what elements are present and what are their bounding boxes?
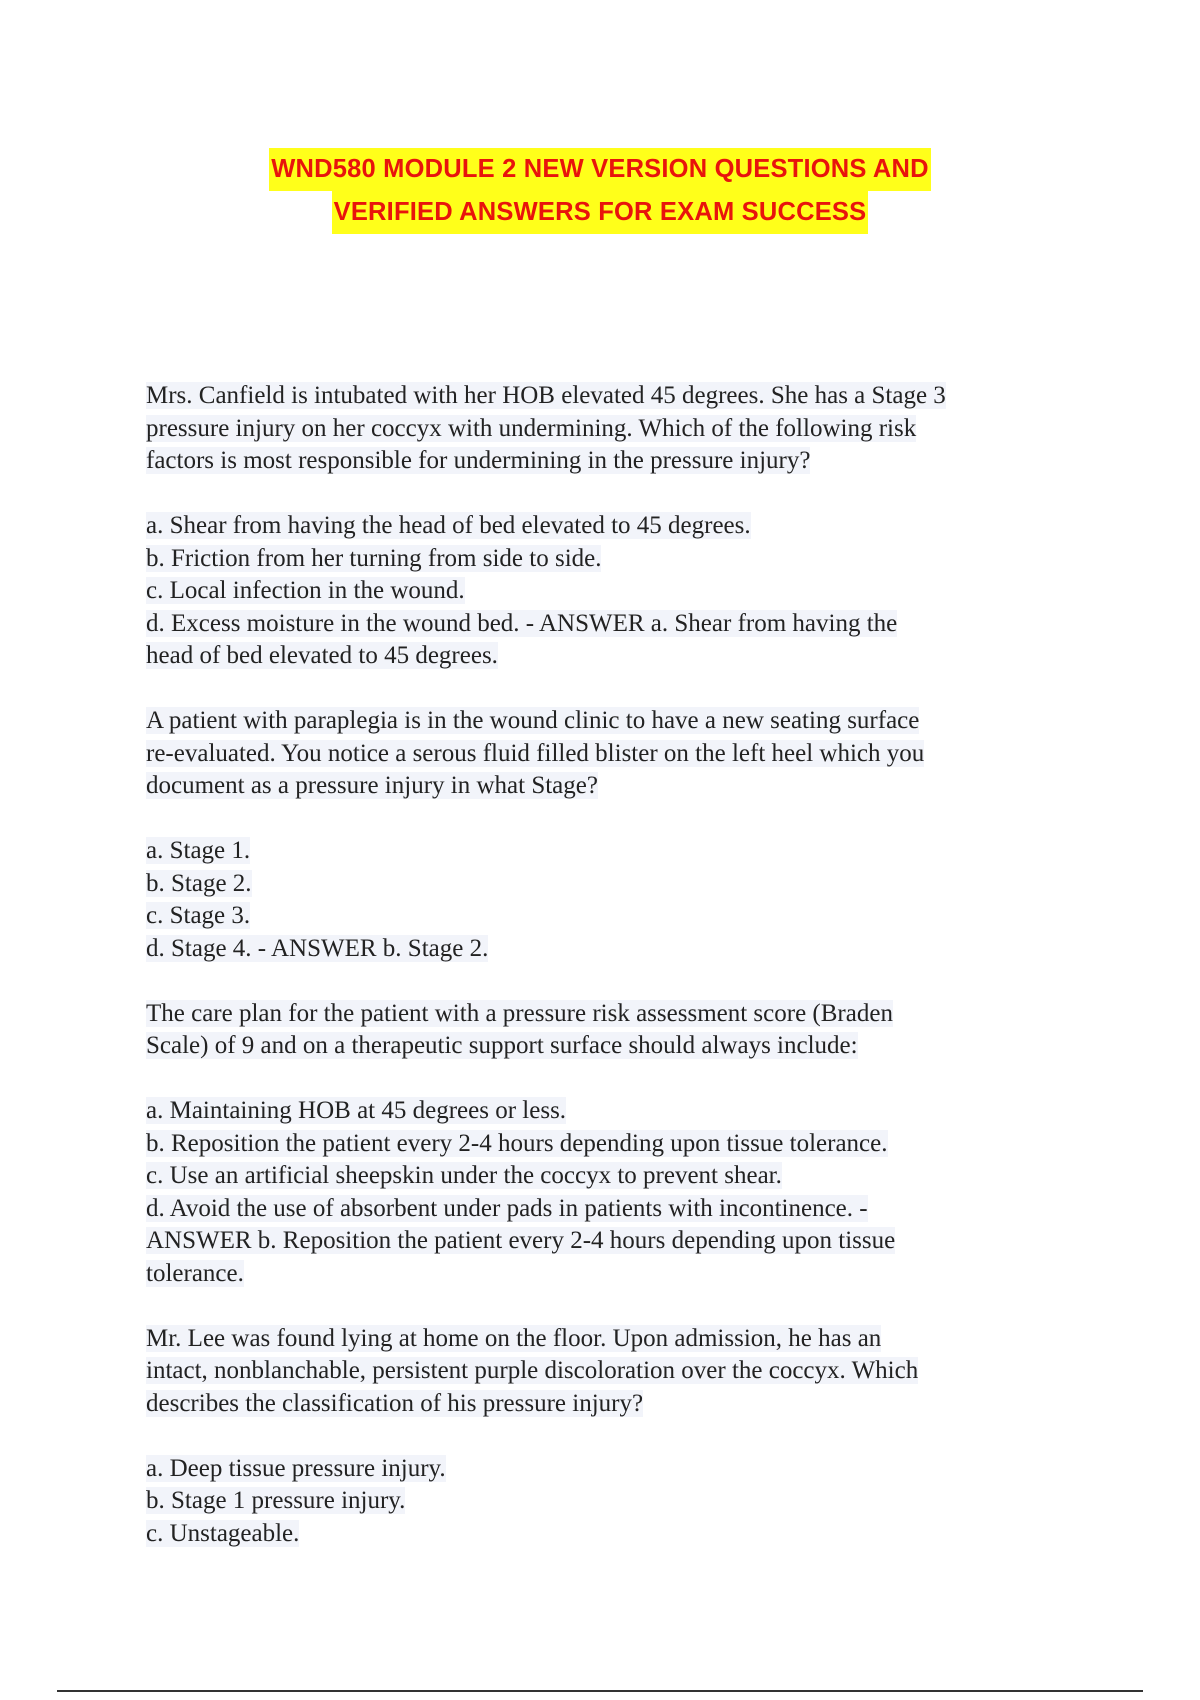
option-line: c. Local infection in the wound. (146, 577, 465, 604)
option-line: a. Shear from having the head of bed elevated to 45 degrees. (146, 512, 751, 539)
option-line: b. Reposition the patient every 2-4 hours depending upon tissue tolerance. (146, 1129, 888, 1157)
option-line: a. Maintaining HOB at 45 degrees or less. (146, 1097, 567, 1124)
question-text-line: Mr. Lee was found lying at home on the floor. Upon admission, he has an (146, 1324, 882, 1352)
question-text-line: pressure injury on her coccyx with undermining. Which of the following risk (146, 414, 917, 442)
option-line: a. Stage 1. (146, 837, 251, 864)
option-line: a. Deep tissue pressure injury. (146, 1454, 446, 1482)
question-3-stem (146, 998, 1076, 1063)
question-text-line: intact, nonblanchable, persistent purple discoloration over the coccyx. Which (146, 1357, 919, 1384)
question-1-options (146, 510, 1076, 673)
question-2-stem (146, 705, 1076, 803)
answer-line: d. Excess moisture in the wound bed. - ANSWER a. Shear from having the (146, 609, 898, 637)
option-line: c. Unstageable. (146, 1519, 300, 1547)
question-1-stem (146, 380, 1076, 478)
question-text-line: A patient with paraplegia is in the wound clinic to have a new seating surface (146, 707, 920, 734)
question-4-stem (146, 1323, 1076, 1421)
document-title (0, 148, 1200, 234)
question-text-line: document as a pressure injury in what Stage? (146, 772, 598, 799)
answer-line: head of bed elevated to 45 degrees. (146, 642, 498, 669)
question-4-options (146, 1453, 1076, 1551)
question-list (146, 380, 1076, 1583)
question-text-line: The care plan for the patient with a pressure risk assessment score (Braden (146, 999, 893, 1027)
title-line-2: VERIFIED ANSWERS FOR EXAM SUCCESS (332, 191, 869, 234)
question-text-line: Mrs. Canfield is intubated with her HOB elevated 45 degrees. She has a Stage 3 (146, 382, 946, 409)
question-3-options (146, 1095, 1076, 1290)
question-text-line: Scale) of 9 and on a therapeutic support surface should always include: (146, 1032, 858, 1059)
answer-line: ANSWER b. Reposition the patient every 2-4 hours depending upon tissue (146, 1227, 896, 1254)
footer-divider (57, 1690, 1143, 1692)
question-text-line: factors is most responsible for undermining in the pressure injury? (146, 447, 811, 474)
question-text-line: describes the classification of his pressure injury? (146, 1389, 644, 1417)
answer-line: tolerance. (146, 1259, 244, 1287)
question-2-options (146, 835, 1076, 965)
option-line: c. Use an artificial sheepskin under the coccyx to prevent shear. (146, 1162, 782, 1189)
title-line-1: WND580 MODULE 2 NEW VERSION QUESTIONS AND (269, 148, 931, 191)
answer-line: d. Avoid the use of absorbent under pads in patients with incontinence. - (146, 1194, 868, 1222)
option-line: b. Friction from her turning from side to side. (146, 544, 602, 572)
option-line: c. Stage 3. (146, 902, 251, 929)
question-text-line: re-evaluated. You notice a serous fluid filled blister on the left heel which you (146, 739, 925, 767)
option-line: b. Stage 2. (146, 869, 252, 897)
answer-line: d. Stage 4. - ANSWER b. Stage 2. (146, 934, 489, 962)
option-line: b. Stage 1 pressure injury. (146, 1487, 406, 1514)
